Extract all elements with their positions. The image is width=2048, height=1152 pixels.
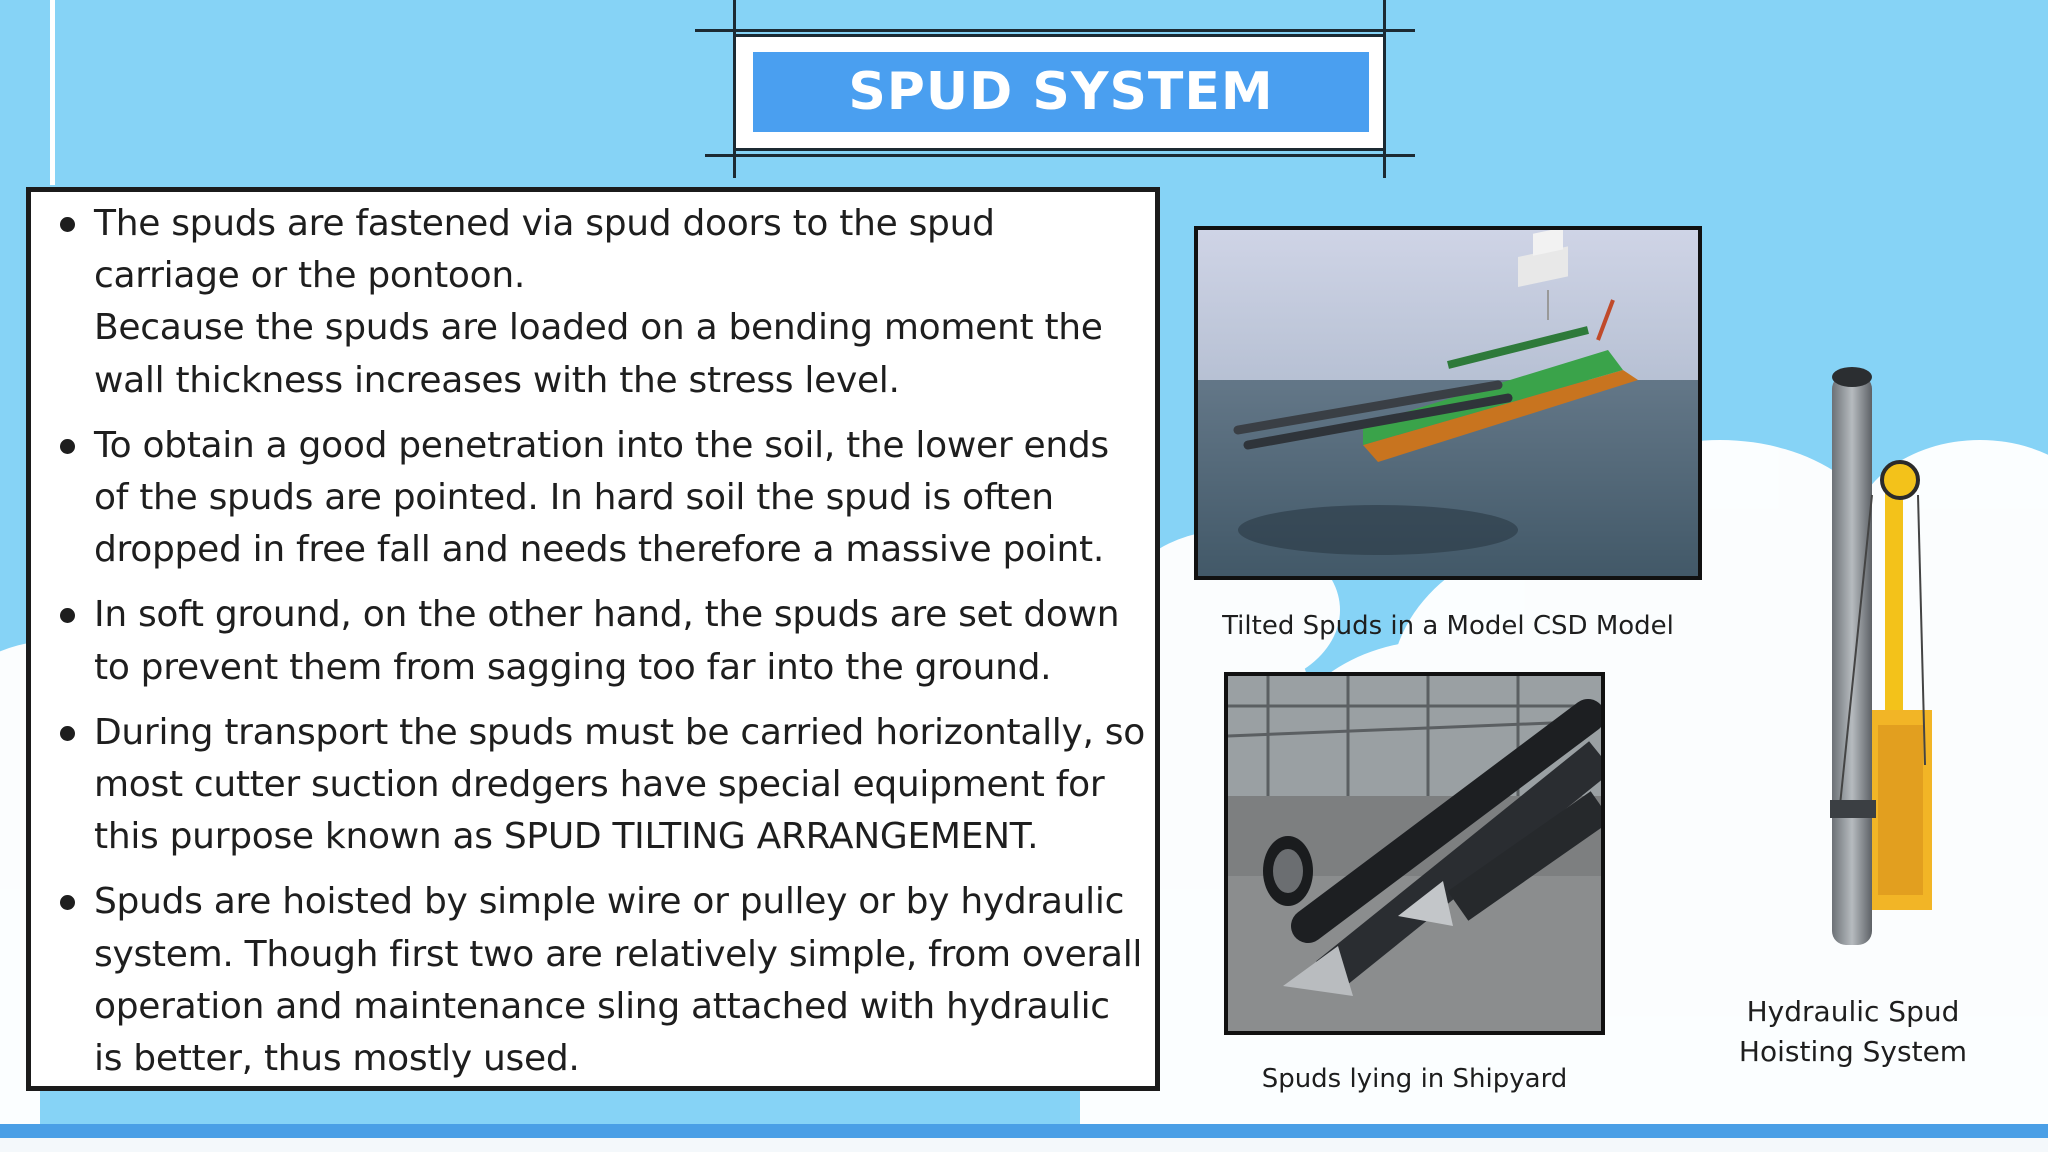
bullet-list [56,198,1146,1098]
hoist-caption [1730,992,1976,1072]
shipyard-photo [1224,672,1605,1035]
bullet-dot-icon [60,608,75,623]
dredger-photo [1194,226,1702,580]
bullet-item [56,198,1146,407]
bullet-dot-icon [60,726,75,741]
bullet-item [56,876,1146,1085]
bullet-text: In soft ground, on the other hand, the spuds are set down to prevent them from sagging too far into the ground. [94,594,1120,688]
page-title: SPUD SYSTEM [848,62,1274,122]
bottom-strip [0,1138,2048,1152]
hydraulic-hoist-illustration [1800,365,1940,960]
bullet-text: Spuds are hoisted by simple wire or pulley or by hydraulic system. Though first two are relatively simple, from overall operation and maintenance sling attached with hydraulic is better, thus mostly used. [94,881,1143,1080]
bottom-accent-bar [0,1124,2048,1138]
bullet-dot-icon [60,217,75,232]
title-banner [753,52,1369,132]
hoist-caption-line: Hydraulic Spud [1746,995,1960,1028]
bullet-item [56,420,1146,577]
shipyard-caption: Spuds lying in Shipyard [1261,1064,1568,1094]
bullet-text: To obtain a good penetration into the soil, the lower ends of the spuds are pointed. In hard soil the spud is often dropped in free fall and needs therefore a massive point. [94,424,1109,571]
title-rule-top [695,29,1415,32]
bullet-dot-icon [60,439,75,454]
bullet-item [56,707,1146,864]
bullet-text: Because the spuds are loaded on a bending moment the wall thickness increases with the stress level. [94,307,1103,401]
dredger-caption: Tilted Spuds in a Model CSD Model [1222,611,1674,641]
bullet-dot-icon [60,895,75,910]
decorative-line [50,0,55,185]
bullet-text: During transport the spuds must be carried horizontally, so most cutter suction dredgers have special equipment for this purpose known as SPUD TILTING ARRANGEMENT. [94,711,1145,858]
hoist-caption-line: Hoisting System [1738,1035,1968,1068]
bullet-item [56,589,1146,693]
title-rule-bottom [705,154,1415,157]
bullet-text: The spuds are fastened via spud doors to the spud carriage or the pontoon. [94,203,995,297]
